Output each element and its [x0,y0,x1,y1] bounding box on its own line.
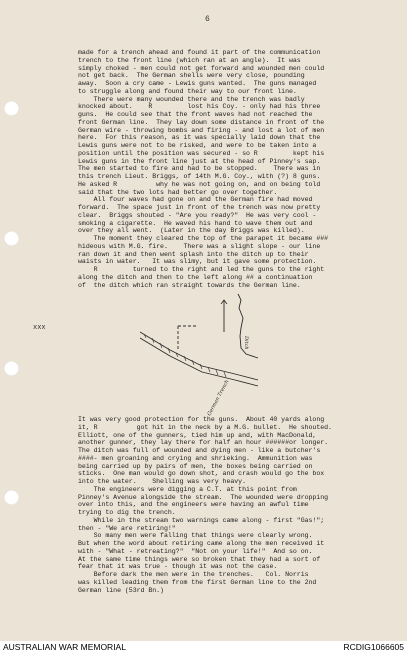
text-line: The moment they cleared the top of the parapet it became ### [78,235,329,242]
text-line: of the ditch which ran straight towards the German line. [78,281,301,289]
margin-note: xxx [33,324,46,332]
footer-right-text: RCDIG1066605 [343,642,404,652]
text-line: So many men were falling that things were clearly wrong. [78,532,313,540]
text-line: ran down it and then went splash into the ditch up to their [78,250,309,258]
text-line: forward. The space just in front of the trench was now pretty [78,204,321,211]
trench-sketch [140,292,270,420]
text-line: waists in water. It was slimy, but it gave some protection. [78,258,317,266]
ditch-hatching [144,334,226,377]
text-line: The ditch was full of wounded and dying men - like a butcher's [78,447,321,454]
paragraph-upper [78,49,378,289]
text-line: away. Soon a cry came - Lewis guns wanted. The guns managed [78,80,317,87]
text-line: then - "We are retiring!" [78,524,176,532]
text-line: fear that it was true - though it was not the case. [78,563,278,571]
text-line: made for a trench ahead and found it part of the communication [78,49,321,56]
text-line: this trench Lieut. Briggs, of 14th M.G. Coy., with (?) 8 guns. [78,173,321,180]
text-line: trying to dig the trench. [78,509,176,516]
text-line: ####- men groaning and crying and shrieking. Ammunition was [78,454,313,462]
paragraph-lower [78,416,378,594]
text-line: being carried up by pairs of men, the boxes being carried on [78,462,313,470]
text-line: over into this, and the engineers were having an awful time [78,501,309,509]
ditch-line-lower [140,338,258,386]
text-line: The engineers were digging a C.T. at this point from [78,485,297,493]
text-line: Pinney's Avenue alongside the stream. The wounded were dropping [78,493,329,501]
text-line: trench to the front line (which ran at an angle). It was [78,56,301,64]
text-line: knocked about. R lost his Coy. - only had his three [78,103,321,111]
text-line: said that the two lots had better go over together. [78,188,278,196]
text-line: At the same time things were so broken that they had a sort of [78,555,321,563]
text-line: Lewis guns were not to be risked, and were to be taken into a [78,142,317,149]
text-line: It was very good protection for the guns. About 40 yards along [78,416,325,423]
text-line: simply choked - men could not get forward and wounded men could [78,64,325,72]
text-line: smoking a cigarette. He waved his hand to wave them out and [78,219,313,227]
punch-hole [4,361,19,376]
text-line: here. For this reason, as it was specially laid down that the [78,134,321,142]
punch-hole [4,101,19,116]
text-line: R turned to the right and led the guns to the right [78,266,325,273]
sketch-label-german-trench: German Trench [206,378,231,417]
text-line: position until the position was secured - so R kept his [78,149,325,157]
text-line: Lewis guns in the front line just at the head of Pinney's sap. [78,157,321,165]
footer-left-text: AUSTRALIAN WAR MEMORIAL [3,642,126,652]
punch-hole [4,490,19,505]
text-line: over they all went. (Later in the day Briggs was killed). [78,227,305,235]
text-line: hideous with M.G. fire. There was a slight slope - our line [78,242,321,250]
text-line: it, R got hit in the neck by a M.G. bullet. He shouted. [78,423,332,431]
text-line: There were many wounded there and the trench was badly [78,95,305,103]
punch-hole [4,231,19,246]
text-line: another gunner, they lay there for half an hour ######or longer. [78,439,329,447]
text-line: But when the word about retiring came along the men received it [78,540,325,547]
route-dashed-line [178,326,196,350]
text-line: While in the stream two warnings came along - first "Gas!"; [78,516,325,524]
footer-bar [0,641,407,654]
text-line: guns. He could see that the front waves had not reached the [78,111,313,118]
text-line: German wire - throwing bombs and firing - and lost a lot of men [78,126,325,134]
text-line: front German line. They lay down some distance in front of the [78,118,325,126]
text-line: to struggle along and found their way to our front line. [78,87,297,95]
text-line: with - "What - retreating?" "Not on your life!" And so on. [78,547,313,555]
text-line: He asked R why he was not going on, and on being told [78,180,321,188]
text-line: not get back. The German shells were very close, pounding [78,72,305,80]
text-line: German line (53rd Bn.) [78,586,164,594]
sketch-label-ditch: Ditch [243,336,249,350]
text-line: Before dark the men were in the trenches. Col. Norris [78,571,309,578]
text-line: into the water. Shelling was very heavy. [78,478,246,485]
text-line: sticks. One man would go down shot, and crash would go the box [78,470,325,478]
text-line: was killed leading them from the first German line to the 2nd [78,578,317,586]
text-line: Elliott, one of the gunners, tied him up and, with MacDonald, [78,431,317,439]
page-number: 6 [205,15,210,24]
text-line: clear. Briggs shouted - "Are you ready?" He was very cool - [78,211,317,219]
text-line: along the ditch and then to the left along ## a continuation [78,273,313,281]
text-line: The men started to fire and had to be stopped. There was in [78,165,321,173]
text-line: All four waves had gone on and the German fire had moved [78,196,313,204]
